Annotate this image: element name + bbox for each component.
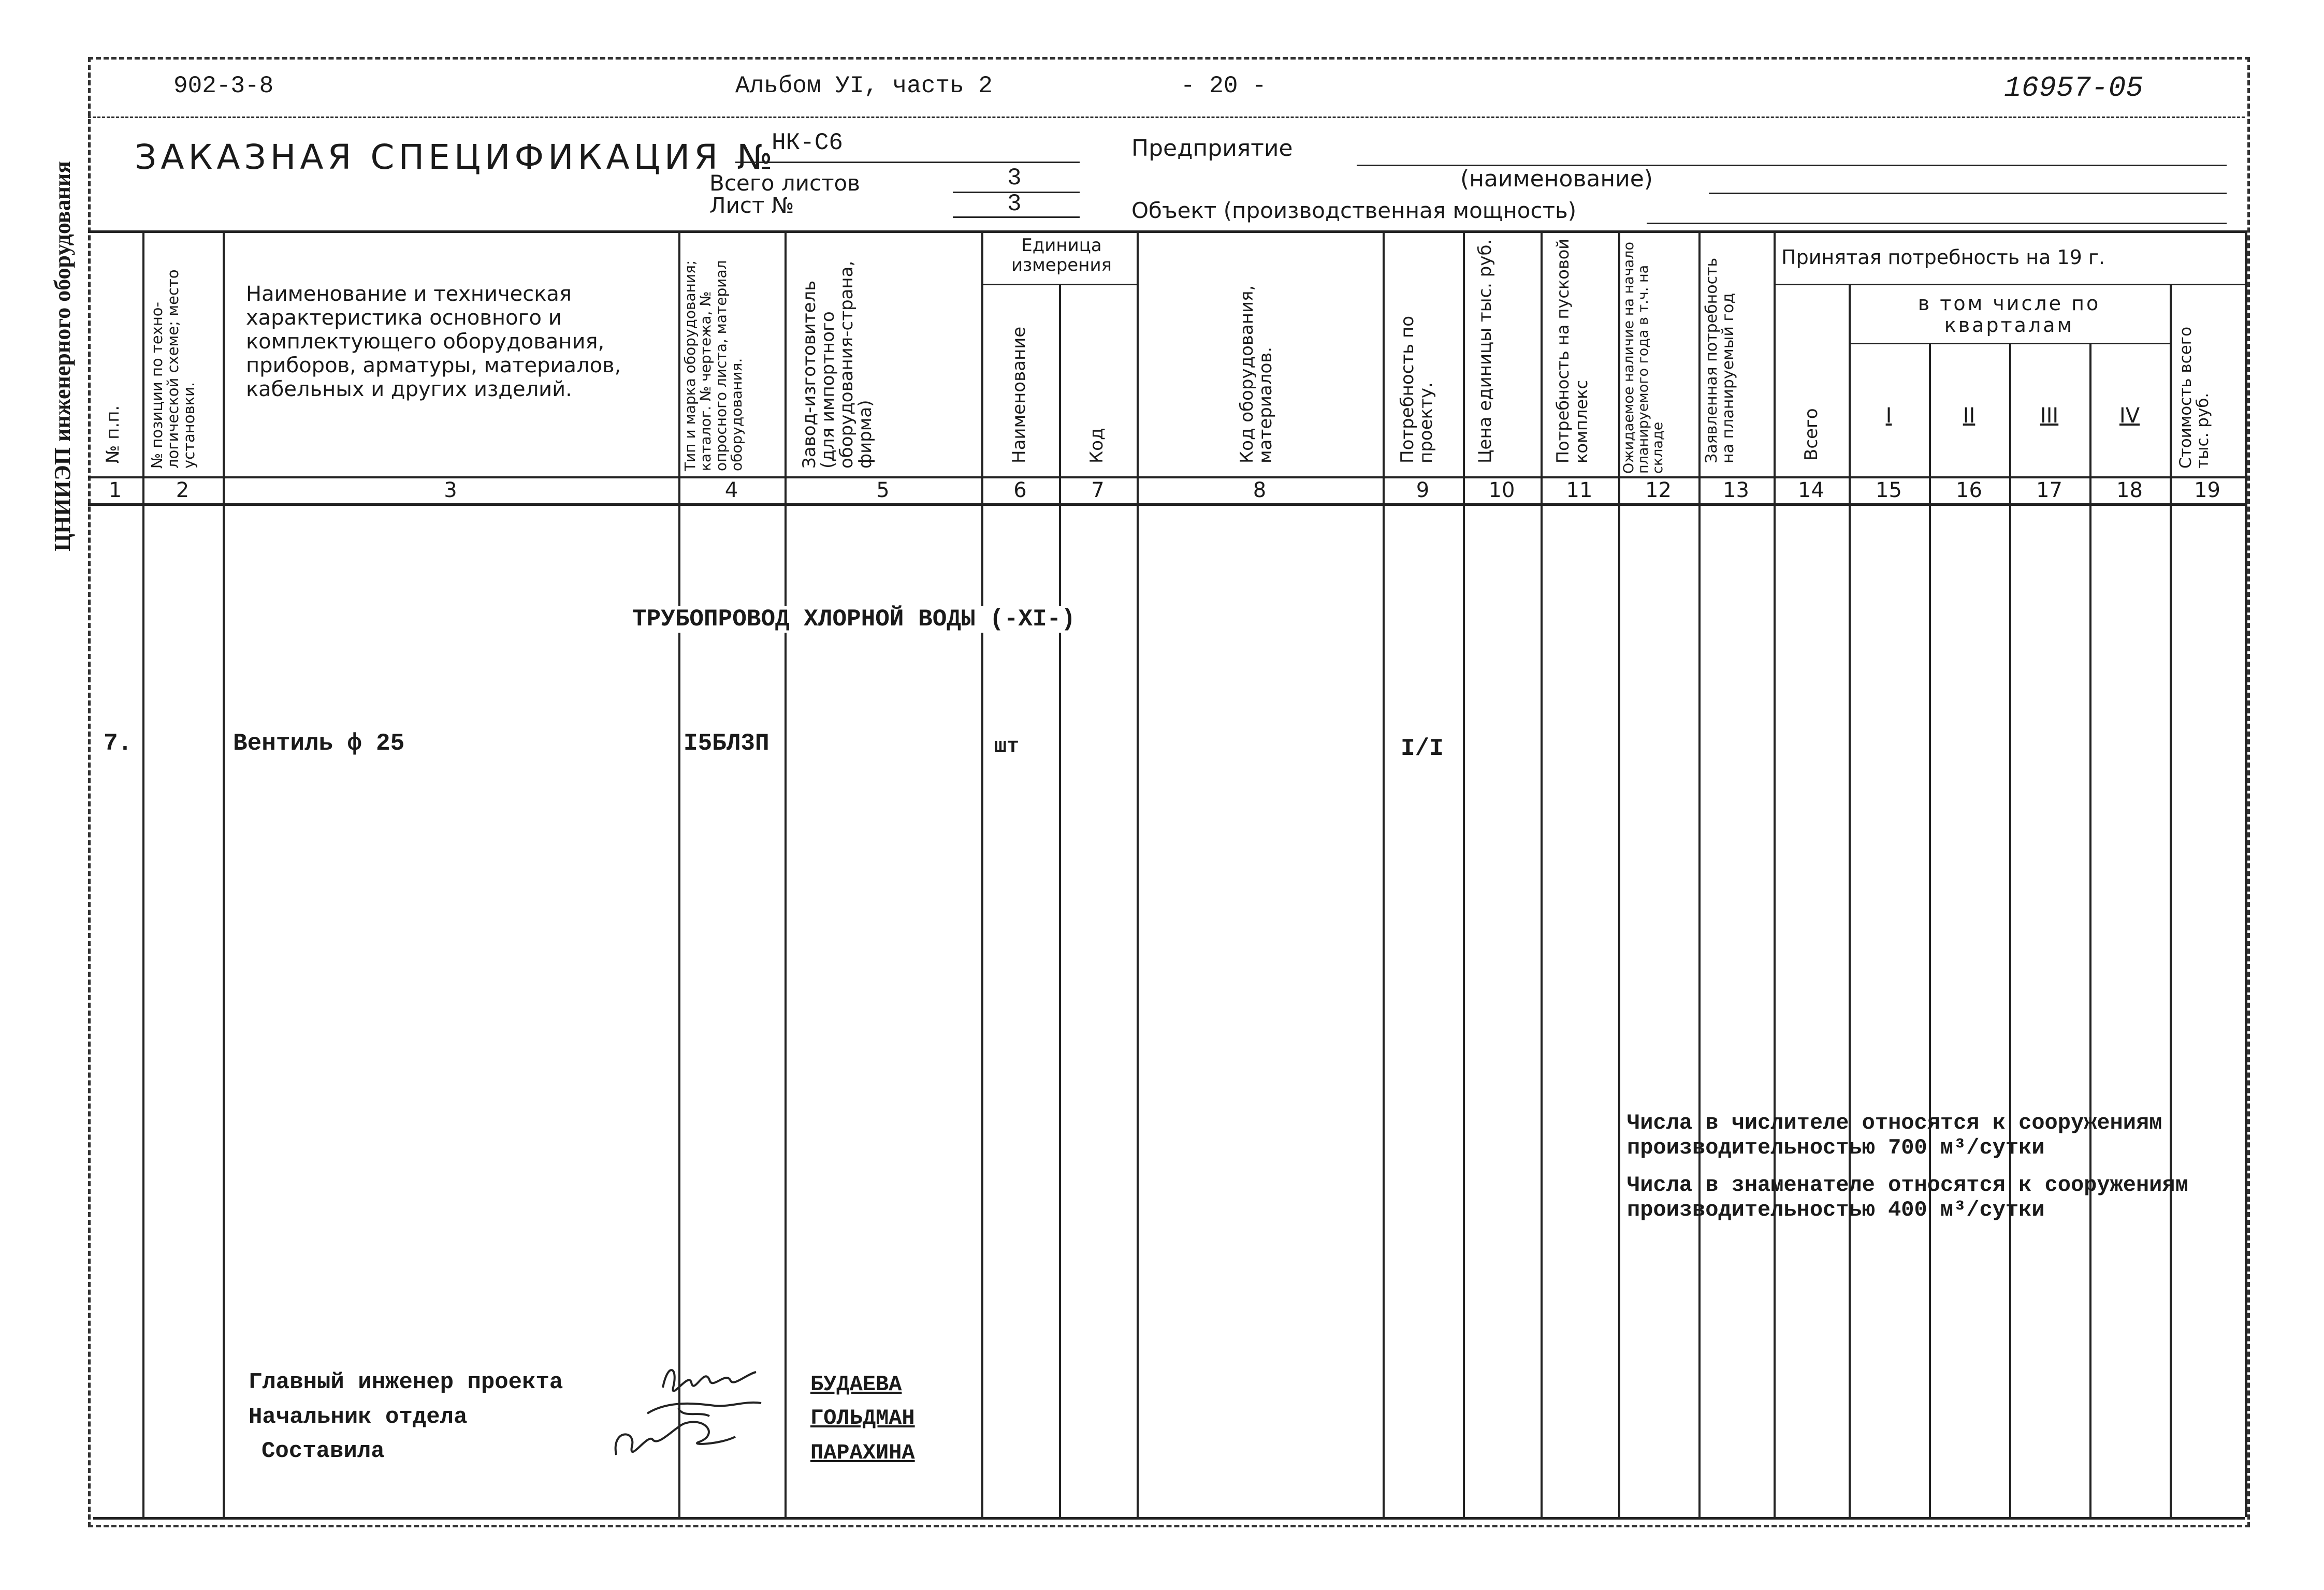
header-col15: I <box>1885 404 1892 428</box>
col-number: 6 <box>1013 478 1027 502</box>
col-rule <box>2009 343 2011 1517</box>
header-col6: Наименование <box>1009 326 1029 463</box>
signature-name: ГОЛЬДМАН <box>810 1406 915 1431</box>
col-number: 4 <box>724 478 738 502</box>
header-col12: Ожидаемое наличие на начало планируемого года в т.ч. на складе <box>1621 242 1666 474</box>
col-number: 11 <box>1566 478 1593 502</box>
signature-role: Составила <box>262 1438 385 1464</box>
col-number: 14 <box>1798 478 1824 502</box>
header-col1: № п.п. <box>103 405 123 463</box>
col-rule <box>1929 343 1931 1517</box>
accepted-group-rule <box>1774 284 2245 285</box>
table-bottom-rule <box>93 1517 2245 1520</box>
col-rule <box>1137 230 1139 1517</box>
header-col16: II <box>1963 404 1976 428</box>
header-col5: Завод-изготовитель (для импортного оборудования-страна, фирма) <box>799 260 876 469</box>
table-top-rule <box>88 230 2245 233</box>
header-col4: Тип и марка оборудования; каталог. № чертежа, № опросного листа, материал оборудования. <box>681 260 745 471</box>
header-col2: № позиции по техно-логической схеме; место установки. <box>148 269 198 469</box>
header-col9: Потребность по проекту. <box>1397 315 1436 463</box>
col-rule <box>2245 230 2247 1517</box>
col-rule <box>1059 284 1061 1517</box>
header-col14: Всего <box>1801 408 1822 461</box>
col-number: 3 <box>444 478 457 502</box>
col-rule <box>1698 230 1701 1517</box>
col-number: 2 <box>176 478 190 502</box>
col-rule <box>1383 230 1385 1517</box>
col-rule <box>678 230 680 1517</box>
col-number: 12 <box>1645 478 1672 502</box>
section-title: ТРУБОПРОВОД ХЛОРНОЙ ВОДЫ (-XI-) <box>629 606 1079 633</box>
sheet-frame <box>88 57 2250 1527</box>
row-number: 7. <box>104 730 133 757</box>
col-rule <box>2089 343 2091 1517</box>
spec-title: ЗАКАЗНАЯ СПЕЦИФИКАЦИЯ № <box>135 137 777 177</box>
sheet-value: 3 <box>1007 191 1022 217</box>
total-sheets-label: Всего листов <box>709 170 861 196</box>
col-number: 19 <box>2194 478 2220 502</box>
side-organization-text: ЦНИИЭП инженерного оборудования <box>50 161 75 551</box>
col-number: 7 <box>1091 478 1105 502</box>
row-item-name: Вентиль ф 25 <box>233 730 405 757</box>
col-rule <box>981 230 983 1517</box>
col-number: 15 <box>1876 478 1902 502</box>
signature-role: Главный инженер проекта <box>249 1369 563 1395</box>
header-col19: Стоимость всего тыс. руб. <box>2176 326 2212 469</box>
spec-number-underline <box>735 162 1080 163</box>
col-number: 17 <box>2036 478 2062 502</box>
doc-number: 16957-05 <box>2004 71 2143 105</box>
handwritten-signatures <box>601 1351 787 1481</box>
spec-number: НК-С6 <box>772 129 844 156</box>
signature-role: Начальник отдела <box>249 1404 468 1430</box>
header-col8: Код оборудования, материалов. <box>1237 285 1276 463</box>
header-quarter-group: в том числе по кварталам <box>1918 292 2101 337</box>
object-label: Объект (производственная мощность) <box>1131 198 1577 223</box>
col-number: 10 <box>1488 478 1515 502</box>
sheet-label: Лист № <box>709 193 794 218</box>
row-item-quantity: I/I <box>1401 735 1444 762</box>
name-underline <box>1709 193 2227 194</box>
header-accepted-group: Принятая потребность на 19 г. <box>1781 246 2105 269</box>
col-rule <box>1541 230 1543 1517</box>
column-number-rule-bottom <box>88 503 2245 506</box>
col-number: 9 <box>1416 478 1430 502</box>
row-item-type: I5БЛ3П <box>684 730 769 757</box>
row-item-unit: шт <box>994 735 1020 758</box>
sheet-underline <box>953 216 1080 218</box>
col-rule <box>1774 230 1776 1517</box>
col-rule <box>785 230 787 1517</box>
col-rule <box>1849 284 1851 1517</box>
page-number: - 20 - <box>1181 72 1267 99</box>
col-number: 18 <box>2116 478 2143 502</box>
note-numerator: Числа в числителе относятся к сооружениям производительностью 700 м³/сутки <box>1627 1111 2162 1160</box>
header-col17: III <box>2040 404 2059 428</box>
enterprise-label: Предприятие <box>1131 135 1293 162</box>
col-rule <box>142 230 144 1517</box>
header-col3: Наименование и техническая характеристика основного и комплектующего оборудования, приборов, арматуры, материалов, кабельных и других изделий. <box>246 282 621 401</box>
col-rule <box>223 230 225 1517</box>
col-rule <box>2170 284 2172 1517</box>
header-col10: Цена единицы тыс. руб. <box>1475 239 1495 463</box>
col-number: 16 <box>1956 478 1982 502</box>
name-caption: (наименование) <box>1460 166 1653 192</box>
header-divider <box>88 116 2245 118</box>
col-number: 13 <box>1723 478 1749 502</box>
header-col7: Код <box>1086 428 1107 463</box>
header-unit-group: Единица измерения <box>1011 235 1112 275</box>
album-label: Альбом УI, часть 2 <box>735 72 993 99</box>
note-denominator: Числа в знаменателе относятся к сооружениям производительностью 400 м³/сутки <box>1627 1173 2188 1222</box>
header-col11: Потребность на пусковой комплекс <box>1553 238 1591 463</box>
signature-name: ПАРАХИНА <box>810 1440 915 1465</box>
header-col18: IV <box>2119 404 2140 428</box>
header-col13: Заявленная потребность на планируемый год <box>1703 257 1737 463</box>
col-rule <box>1463 230 1465 1517</box>
col-rule <box>1618 230 1620 1517</box>
signature-name: БУДАЕВА <box>810 1372 902 1397</box>
col-number: 5 <box>876 478 890 502</box>
col-number: 8 <box>1253 478 1267 502</box>
doc-code: 902-3-8 <box>173 72 274 99</box>
col-number: 1 <box>108 478 122 502</box>
total-sheets-value: 3 <box>1007 165 1022 192</box>
object-underline <box>1647 223 2227 224</box>
